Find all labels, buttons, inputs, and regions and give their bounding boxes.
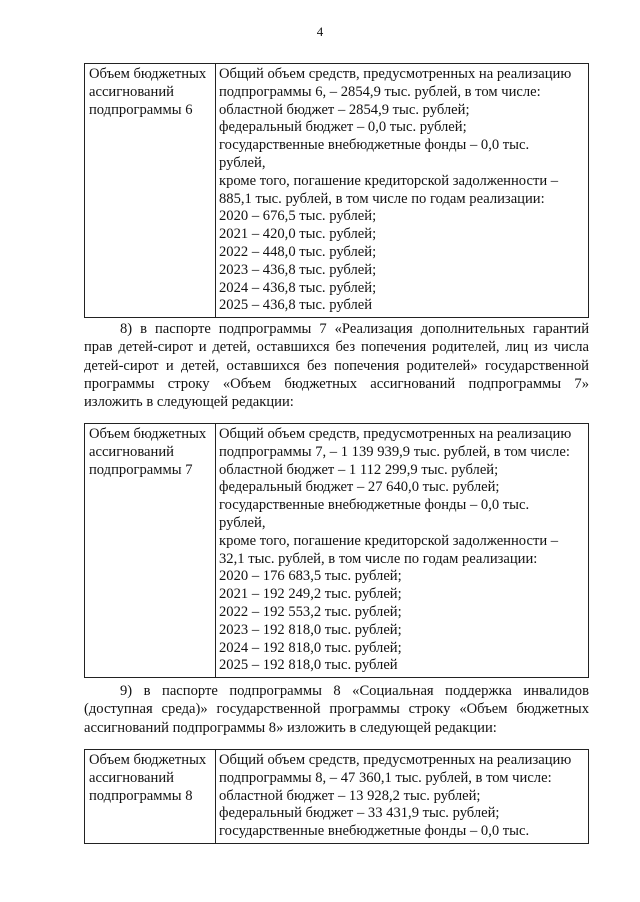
text-line: кроме того, погашение кредиторской задолженности – <box>219 172 559 189</box>
text-line: подпрограммы 6 <box>89 101 193 118</box>
text-line: областной бюджет – 2854,9 тыс. рублей; <box>219 101 470 118</box>
row-content-cell <box>216 424 589 678</box>
text-line: Объем бюджетных <box>89 426 207 442</box>
text-line: 2024 – 436,8 тыс. рублей; <box>219 279 377 296</box>
text-line: кроме того, погашение кредиторской задолженности – <box>219 532 559 549</box>
text-line: Общий объем средств, предусмотренных на реализацию <box>219 66 572 82</box>
budget-table-subprogram-8 <box>84 749 589 844</box>
text-line: государственные внебюджетные фонды – 0,0 тыс. <box>219 823 530 840</box>
text-line: ассигнований <box>89 769 174 786</box>
row-label-cell <box>85 64 216 318</box>
text-line: 2025 – 192 818,0 тыс. рублей <box>219 657 398 674</box>
text-line: 2023 – 436,8 тыс. рублей; <box>219 261 377 278</box>
text-line: 2025 – 436,8 тыс. рублей <box>219 297 373 314</box>
text-line: Объем бюджетных <box>89 752 207 768</box>
row-label-cell <box>85 750 216 844</box>
text-line: подпрограммы 7 <box>89 461 193 478</box>
text-line: 32,1 тыс. рублей, в том числе по годам реализации: <box>219 550 538 567</box>
text-line: подпрограммы 8, – 47 360,1 тыс. рублей, в том числе: <box>219 769 552 786</box>
paragraph-item-8: 8) в паспорте подпрограммы 7 «Реализация дополнительных гарантий прав детей-сирот и детей, оставшихся без попечения родителей, лиц из числа детей-сирот и детей, оставшихся без попечения родителей» государственной программы строку «Объем бюджетных ассигнований подпрограммы 7» изложить в следующей редакции: <box>84 321 589 411</box>
text-line: подпрограммы 6, – 2854,9 тыс. рублей, в том числе: <box>219 83 541 100</box>
row-content-cell <box>216 750 589 844</box>
text-line: 2021 – 192 249,2 тыс. рублей; <box>219 586 402 603</box>
table-row <box>85 750 589 844</box>
text-line: федеральный бюджет – 27 640,0 тыс. рублей; <box>219 479 500 496</box>
row-label-cell <box>85 424 216 678</box>
paragraph-item-9: 9) в паспорте подпрограммы 8 «Социальная поддержка инвалидов (доступная среда)» государственной программы строку «Объем бюджетных ассигнований подпрограммы 8» изложить в следующей редакции: <box>84 683 589 736</box>
text-line: государственные внебюджетные фонды – 0,0 тыс. <box>219 497 530 514</box>
text-line: 2022 – 192 553,2 тыс. рублей; <box>219 603 402 620</box>
text-line: ассигнований <box>89 83 174 100</box>
text-line: Общий объем средств, предусмотренных на реализацию <box>219 752 572 768</box>
text-line: рублей, <box>219 154 266 171</box>
text-line: ассигнований <box>89 443 174 460</box>
text-line: 2024 – 192 818,0 тыс. рублей; <box>219 639 402 656</box>
page-number: 4 <box>316 24 324 39</box>
text-line: 2020 – 676,5 тыс. рублей; <box>219 208 377 225</box>
text-line: 2020 – 176 683,5 тыс. рублей; <box>219 568 402 585</box>
text-line: областной бюджет – 13 928,2 тыс. рублей; <box>219 787 481 804</box>
text-line: подпрограммы 8 <box>89 787 193 804</box>
text-line: подпрограммы 7, – 1 139 939,9 тыс. рублей, в том числе: <box>219 443 570 460</box>
text-line: федеральный бюджет – 0,0 тыс. рублей; <box>219 119 467 136</box>
text-line: 2022 – 448,0 тыс. рублей; <box>219 243 377 260</box>
row-content-cell <box>216 64 589 318</box>
text-line: областной бюджет – 1 112 299,9 тыс. рублей; <box>219 461 499 478</box>
table-row <box>85 424 589 678</box>
text-line: рублей, <box>219 514 266 531</box>
table-row <box>85 64 589 318</box>
text-line: Общий объем средств, предусмотренных на реализацию <box>219 426 572 442</box>
text-line: Объем бюджетных <box>89 66 207 82</box>
text-line: государственные внебюджетные фонды – 0,0 тыс. <box>219 137 530 154</box>
text-line: 2021 – 420,0 тыс. рублей; <box>219 226 377 243</box>
text-line: 885,1 тыс. рублей, в том числе по годам реализации: <box>219 190 545 207</box>
budget-table-subprogram-6 <box>84 63 589 318</box>
text-line: 2023 – 192 818,0 тыс. рублей; <box>219 621 402 638</box>
budget-table-subprogram-7 <box>84 423 589 678</box>
text-line: федеральный бюджет – 33 431,9 тыс. рублей; <box>219 805 500 822</box>
